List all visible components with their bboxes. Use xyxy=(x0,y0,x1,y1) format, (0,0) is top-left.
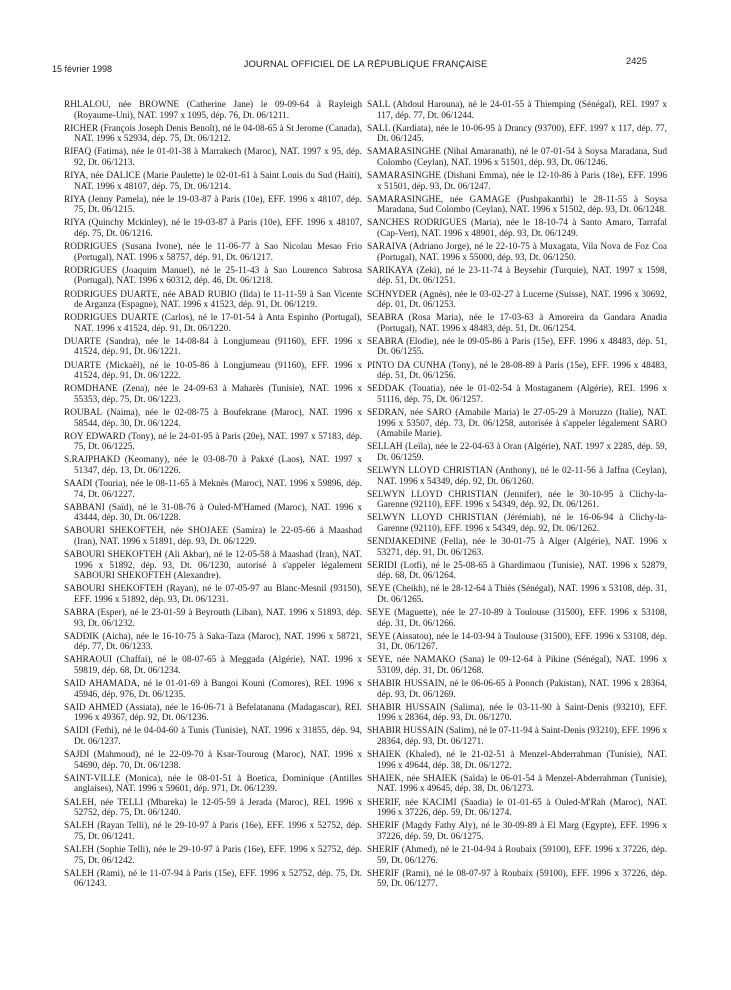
naturalization-entry: SELWYN LLOYD CHRISTIAN (Jennifer), née le 30-10-95 à Clichy-la-Garenne (92110), EFF. 1996 x 54349, dép. 92, Dt. 06/1261. xyxy=(367,489,667,511)
naturalization-entry: RHLALOU, née BROWNE (Catherine Jane) le 09-09-64 à Rayleigh (Royaume-Uni), NAT. 1997 x 1095, dép. 76, Dt. 06/1211. xyxy=(64,100,362,121)
naturalization-entry: ROMDHANE (Zena), née le 24-09-63 à Maharès (Tunisie), NAT. 1996 x 55353, dép. 75, Dt. 06/1223. xyxy=(64,384,362,405)
naturalization-entry: RIFAQ (Fatima), née le 01-01-38 à Marrakech (Maroc), NAT. 1997 x 95, dép. 92, Dt. 06/1213. xyxy=(64,147,362,168)
naturalization-entry: SAIDI (Fethi), né le 04-04-60 à Tunis (Tunisie), NAT. 1996 x 31855, dép. 94, Dt. 06/1237. xyxy=(64,726,362,748)
naturalization-entry: SHERIF (Rami), né le 08-07-97 à Roubaix (59100), EFF. 1996 x 37226, dép. 59, Dt. 06/1277. xyxy=(367,868,667,890)
naturalization-entry: SAID AHMED (Assiata), née le 16-06-71 à Befelatanana (Madagascar), REI. 1996 x 49367, dép. 92, Dt. 06/1236. xyxy=(64,702,362,724)
right-column xyxy=(367,100,667,892)
naturalization-entry: DUARTE (Mickaël), né le 10-05-86 à Longjumeau (91160), EFF. 1996 x 41524, dép. 91, Dt. 06/1222. xyxy=(64,360,362,382)
naturalization-entry: SELLAH (Leïla), née le 22-04-63 à Oran (Algérie), NAT. 1997 x 2285, dép. 59, Dt. 06/1259. xyxy=(367,442,667,463)
naturalization-entry: RODRIGUES DUARTE (Carlos), né le 17-01-54 à Anta Espinho (Portugal), NAT. 1996 x 41524, dép. 91, Dt. 06/1220. xyxy=(64,313,362,334)
naturalization-entry: RIYA (Jenny Pamela), née le 19-03-87 à Paris (10e), EFF. 1996 x 48107, dép. 75, Dt. 06/1215. xyxy=(64,194,362,216)
naturalization-entry: SALEH (Rami), né le 11-07-94 à Paris (15e), EFF. 1996 x 52752, dép. 75, Dt. 06/1243. xyxy=(64,868,362,890)
naturalization-entry: SARAIVA (Adriano Jorge), né le 22-10-75 à Muxagata, Vila Nova de Foz Coa (Portugal), NAT. 1996 x 55000, dép. 93, Dt. 06/1250. xyxy=(367,242,667,263)
naturalization-entry: SAMARASINGHE (Nihal Amaranath), né le 07-01-54 à Soysa Maradana, Sud Colombo (Ceylan), NAT. 1996 x 51501, dép. 93, Dt. 06/1246. xyxy=(367,147,667,168)
naturalization-entry: SERIDI (Lotfi), né le 25-08-65 à Ghardimaou (Tunisie), NAT. 1996 x 52879, dép. 68, Dt. 06/1264. xyxy=(367,560,667,582)
page-header xyxy=(0,56,731,76)
naturalization-entry: SEDDAK (Touatia), née le 01-02-54 à Mostaganem (Algérie), REI. 1996 x 51116, dép. 75, Dt. 06/1257. xyxy=(367,384,667,405)
naturalization-entry: ROUBAL (Naima), née le 02-08-75 à Boufekrane (Maroc), NAT. 1996 x 58544, dép. 30, Dt. 06/1224. xyxy=(64,407,362,429)
naturalization-entry: RODRIGUES DUARTE, née ABAD RUBIO (Ilda) le 11-11-59 à San Vicente de Arganza (Espagne), NAT. 1996 x 41523, dép. 91, Dt. 06/1219. xyxy=(64,289,362,311)
naturalization-entry: SELWYN LLOYD CHRISTIAN (Anthony), né le 02-11-56 à Jaffna (Ceylan), NAT. 1996 x 54349, dép. 92, Dt. 06/1260. xyxy=(367,465,667,487)
naturalization-entry: PINTO DA CUNHA (Tony), né le 28-08-89 à Paris (15e), EFF. 1996 x 48483, dép. 51, Dt. 06/1256. xyxy=(367,360,667,382)
page-number: 2425 xyxy=(625,56,647,67)
naturalization-entry: SEDRAN, née SARO (Amabile Maria) le 27-05-29 à Moruzzo (Italie), NAT. 1996 x 53507, dép. 73, Dt. 06/1258, autorisée à s'appeler légalement SARO (Amabile Marie). xyxy=(367,407,667,440)
naturalization-entry: SHABIR HUSSAIN (Salim), né le 07-11-94 à Saint-Denis (93210), EFF. 1996 x 28364, dép. 93, Dt. 06/1271. xyxy=(367,726,668,748)
naturalization-entry: SHABIR HUSSAIN (Salima), née le 03-11-90 à Saint-Denis (93210), EFF. 1996 x 28364, dép. 93, Dt. 06/1270. xyxy=(367,702,667,724)
naturalization-entry: SELWYN LLOYD CHRISTIAN (Jérémiah), né le 16-06-94 à Clichy-la-Garenne (92110), EFF. 1996 x 54349, dép. 92, Dt. 06/1262. xyxy=(367,513,667,534)
naturalization-entry: SANCHES RODRIGUES (Maria), née le 18-10-74 à Santo Amaro, Tarrafal (Cap-Vert), NAT. 1996 x 48901, dép. 93, Dt. 06/1249. xyxy=(367,218,667,240)
naturalization-entry: SEYE (Maguette), née le 27-10-89 à Toulouse (31500), EFF. 1996 x 53108, dép. 31, Dt. 06/1266. xyxy=(367,608,667,629)
naturalization-entry: SABRA (Esper), né le 23-01-59 à Beyrouth (Liban), NAT. 1996 x 51893, dép. 93, Dt. 06/1232. xyxy=(64,608,362,629)
naturalization-entry: SHERIF, née KACIMI (Saadia) le 01-01-65 à Ouled-M'Rah (Maroc), NAT. 1996 x 37226, dép. 59, Dt. 06/1274. xyxy=(367,797,667,819)
naturalization-entry: SAID AHAMADA, né le 01-01-69 à Bangoi Kouni (Comores), REI. 1996 x 45946, dép. 976, Dt. 06/1235. xyxy=(64,679,362,700)
naturalization-entry: SHAIEK, née SHAIEK (Saïda) le 06-01-54 à Menzel-Abderrahman (Tunisie), NAT. 1996 x 49645, dép. 38, Dt. 06/1273. xyxy=(367,773,667,795)
journal-title: JOURNAL OFFICIEL DE LA RÉPUBLIQUE FRANÇAISE xyxy=(243,59,488,70)
naturalization-entry: SADDIK (Aicha), née le 16-10-75 à Saka-Taza (Maroc), NAT. 1996 x 58721, dép. 77, Dt. 06/1233. xyxy=(64,631,362,653)
naturalization-entry: SENDJAKEDINE (Fella), née le 30-01-75 à Alger (Algérie), NAT. 1996 x 53271, dép. 91, Dt. 06/1263. xyxy=(367,536,667,558)
naturalization-entry: SEABRA (Elodie), née le 09-05-86 à Paris (15e), EFF. 1996 x 48483, dép. 51, Dt. 06/1255. xyxy=(367,336,667,358)
naturalization-entry: SAINT-VILLE (Monica), née le 08-01-51 à Boetica, Dominique (Antilles anglaises), NAT. 1996 x 59601, dép. 971, Dt. 06/1239. xyxy=(64,773,362,795)
naturalization-entry: SHABIR HUSSAIN, né le 06-06-65 à Poonch (Pakistan), NAT. 1996 x 28364, dép. 93, Dt. 06/1269. xyxy=(367,679,667,700)
naturalization-entry: SAADI (Touria), née le 08-11-65 à Meknès (Maroc), NAT. 1996 x 59896, dép. 74, Dt. 06/1227. xyxy=(64,479,362,500)
naturalization-entry: SEYE (Aissatou), née le 14-03-94 à Toulouse (31500), EFF. 1996 x 53108, dép. 31, Dt. 06/1267. xyxy=(367,631,667,653)
naturalization-entry: SCHNYDER (Agnès), née le 03-02-27 à Lucerne (Suisse), NAT. 1996 x 30692, dép. 01, Dt. 06/1253. xyxy=(367,289,667,311)
naturalization-entry: SALL (Kardiata), née le 10-06-95 à Drancy (93700), EFF. 1997 x 117, dép. 77, Dt. 06/1245. xyxy=(367,123,667,145)
naturalization-entry: SALEH (Sophie Telli), née le 29-10-97 à Paris (16e), EFF. 1996 x 52752, dép. 75, Dt. 06/1242. xyxy=(64,844,362,866)
header-date: 15 février 1998 xyxy=(52,64,113,74)
naturalization-entry: SALL (Abdoul Harouna), né le 24-01-55 à Thiemping (Sénégal), REI. 1997 x 117, dép. 77, Dt. 06/1244. xyxy=(367,100,667,121)
naturalization-entry: SALEH (Rayan Telli), né le 29-10-97 à Paris (16e), EFF. 1996 x 52752, dép. 75, Dt. 06/1241. xyxy=(64,821,362,842)
naturalization-entry: DUARTE (Sandra), née le 14-08-84 à Longjumeau (91160), EFF. 1996 x 41524, dép. 91, Dt. 06/1221. xyxy=(64,336,362,358)
naturalization-entry: RIYA, née DALICE (Marie Paulette) le 02-01-61 à Saint Louis du Sud (Haïti), NAT. 1996 x 48107, dép. 75, Dt. 06/1214. xyxy=(64,171,362,192)
naturalization-entry: S.RAJPHAKD (Keomany), née le 03-08-70 à Pakxé (Laos), NAT. 1997 x 51347, dép. 13, Dt. 06/1226. xyxy=(64,455,362,476)
naturalization-entry: SEABRA (Rosa Maria), née le 17-03-63 à Amoreira da Gandara Anadia (Portugal), NAT. 1996 x 48483, dép. 51, Dt. 06/1254. xyxy=(367,313,667,334)
naturalization-entry: SABBANI (Saïd), né le 31-08-76 à Ouled-M'Hamed (Maroc), NAT. 1996 x 43444, dép. 30, Dt. 06/1228. xyxy=(64,502,362,524)
naturalization-entry: SAMARASINGHE, née GAMAGE (Pushpakanthi) le 28-11-55 à Soysa Maradana, Sud Colombo (Ceylan), NAT. 1996 x 51502, dép. 93, Dt. 06/1248. xyxy=(367,194,667,216)
naturalization-entry: SEYE (Cheikh), né le 28-12-64 à Thiès (Sénégal), NAT. 1996 x 53108, dép. 31, Dt. 06/1265. xyxy=(367,584,667,605)
naturalization-entry: SAHRAOUI (Chaffai), né le 08-07-65 à Meggada (Algérie), NAT. 1996 x 59819, dép. 68, Dt. 06/1234. xyxy=(64,655,362,676)
naturalization-entry: SABOURI SHEKOFTEH (Rayan), né le 07-05-97 au Blanc-Mesnil (93150), EFF. 1996 x 51892, dép. 93, Dt. 06/1231. xyxy=(64,584,362,605)
naturalization-entry: RODRIGUES (Joaquim Manuel), né le 25-11-43 à Sao Lourenco Sabrosa (Portugal), NAT. 1996 x 60312, dép. 46, Dt. 06/1218. xyxy=(64,265,362,287)
naturalization-entry: SHAIEK (Khaled), né le 21-02-51 à Menzel-Abderrahman (Tunisie), NAT. 1996 x 49644, dép. 38, Dt. 06/1272. xyxy=(367,750,667,771)
naturalization-entry: SABOURI SHEKOFTEH, née SHOJAEE (Samira) le 22-05-66 à Maashad (Iran), NAT. 1996 x 51891, dép. 93, Dt. 06/1229. xyxy=(64,526,362,547)
naturalization-entry: SALEH, née TELLI (Mbareka) le 12-05-59 à Jerada (Maroc), REI. 1996 x 52752, dép. 75, Dt. 06/1240. xyxy=(64,797,362,819)
naturalization-entry: SHERIF (Magdy Fathy Aly), né le 30-09-89 à El Marg (Egypte), EFF. 1996 x 37226, dép. 59, Dt. 06/1275. xyxy=(367,821,667,842)
naturalization-entry: RIYA (Quinchy Mckinley), né le 19-03-87 à Paris (10e), EFF. 1996 x 48107, dép. 75, Dt. 06/1216. xyxy=(64,218,362,240)
left-column xyxy=(64,100,362,892)
naturalization-entry: RICHER (François Joseph Denis Benoît), né le 04-08-65 à St Jerome (Canada), NAT. 1996 x 52934, dép. 75, Dt. 06/1212. xyxy=(64,123,362,145)
naturalization-entry: SAMARASINGHE (Dishani Emma), née le 12-10-86 à Paris (18e), EFF. 1996 x 51501, dép. 93, Dt. 06/1247. xyxy=(367,171,667,192)
naturalization-entry: SABOURI SHEKOFTEH (Ali Akbar), né le 12-05-58 à Maashad (Iran), NAT. 1996 x 51892, dép. 93, Dt. 06/1230, autorisé à s'appeler légalement SABOURI SHEKOFTEH (Alexandre). xyxy=(64,550,362,582)
naturalization-entry: ROY EDWARD (Tony), né le 24-01-95 à Paris (20e), NAT. 1997 x 57183, dép. 75, Dt. 06/1225. xyxy=(64,431,362,453)
naturalization-entry: SAJDI (Mahmoud), né le 22-09-70 à Ksar-Touroug (Maroc), NAT. 1996 x 54690, dép. 70, Dt. 06/1238. xyxy=(64,750,362,771)
naturalization-entry: SARIKAYA (Zeki), né le 23-11-74 à Beysehir (Turquie), NAT. 1997 x 1598, dép. 51, Dt. 06/1251. xyxy=(367,265,667,287)
naturalization-entry: SHERIF (Ahmed), né le 21-04-94 à Roubaix (59100), EFF. 1996 x 37226, dép. 59, Dt. 06/1276. xyxy=(367,844,667,866)
naturalization-entry: SEYE, née NAMAKO (Sana) le 09-12-64 à Pikine (Sénégal), NAT. 1996 x 53109, dép. 31, Dt. 06/1268. xyxy=(367,655,667,676)
naturalization-entry: RODRIGUES (Susana Ivone), née le 11-06-77 à Sao Nicolau Mesao Frio (Portugal), NAT. 1996 x 58757, dép. 91, Dt. 06/1217. xyxy=(64,242,362,263)
